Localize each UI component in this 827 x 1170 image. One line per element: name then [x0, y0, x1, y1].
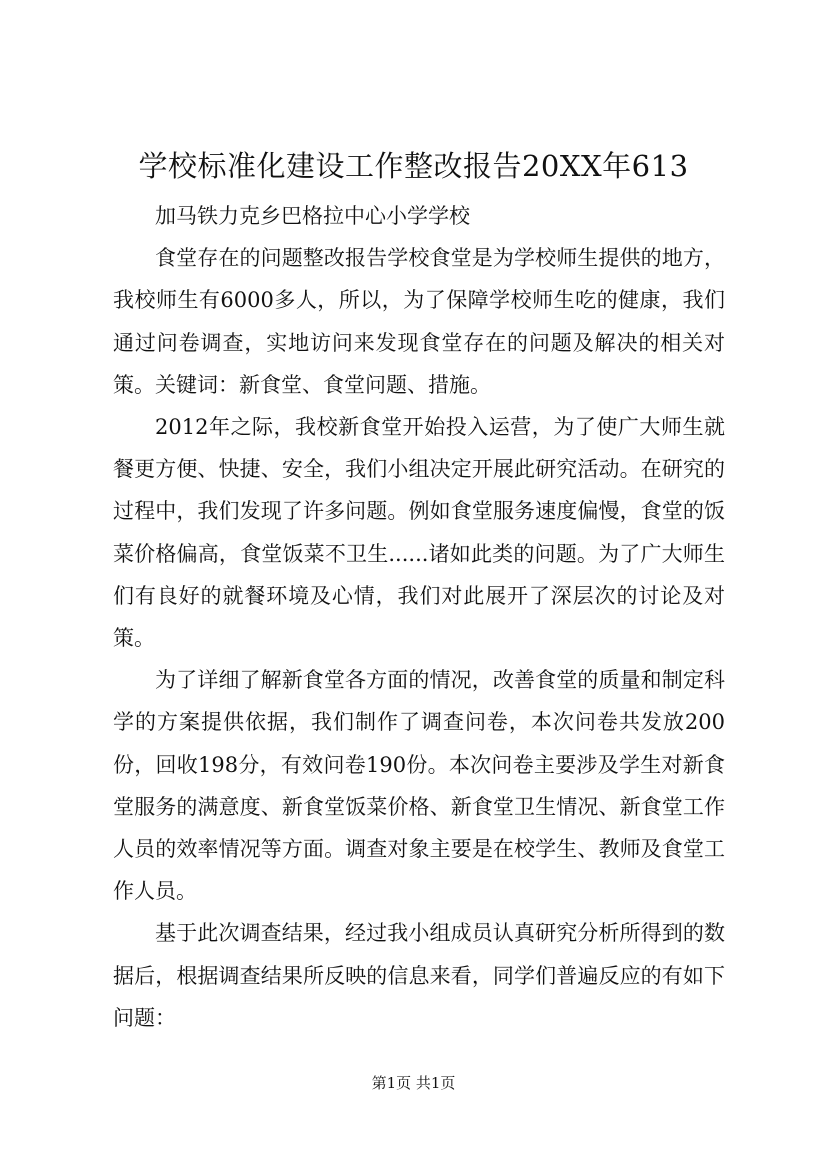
document-body	[113, 195, 725, 1039]
paragraph: 基于此次调查结果，经过我小组成员认真研究分析所得到的数据后，根据调查结果所反映的信息来看，同学们普遍反应的有如下问题：	[113, 921, 725, 1030]
page-number-footer: 第1页 共1页	[371, 1074, 456, 1092]
paragraph: 为了详细了解新食堂各方面的情况，改善食堂的质量和制定科学的方案提供依据，我们制作了调查问卷，本次问卷共发放200份，回收198分，有效问卷190份。本次问卷主要涉及学生对新食堂服务的满意度、新食堂饭菜价格、新食堂卫生情况、新食堂工作人员的效率情况等方面。调查对象主要是在校学生、教师及食堂工作人员。	[113, 668, 725, 904]
document-title: 学校标准化建设工作整改报告20XX年613	[138, 149, 689, 183]
paragraph: 2012年之际，我校新食堂开始投入运营，为了使广大师生就餐更方便、快捷、安全，我们小组决定开展此研究活动。在研究的过程中，我们发现了许多问题。例如食堂服务速度偏慢，食堂的饭菜价格偏高，食堂饭菜不卫生......诸如此类的问题。为了广大师生们有良好的就餐环境及心情，我们对此展开了深层次的讨论及对策。	[113, 415, 725, 651]
paragraph: 食堂存在的问题整改报告学校食堂是为学校师生提供的地方，我校师生有6000多人，所以，为了保障学校师生吃的健康，我们通过问卷调查，实地访问来发现食堂存在的问题及解决的相关对策。关键词：新食堂、食堂问题、措施。	[113, 246, 725, 397]
author-line: 加马铁力克乡巴格拉中心小学学校	[155, 204, 470, 228]
